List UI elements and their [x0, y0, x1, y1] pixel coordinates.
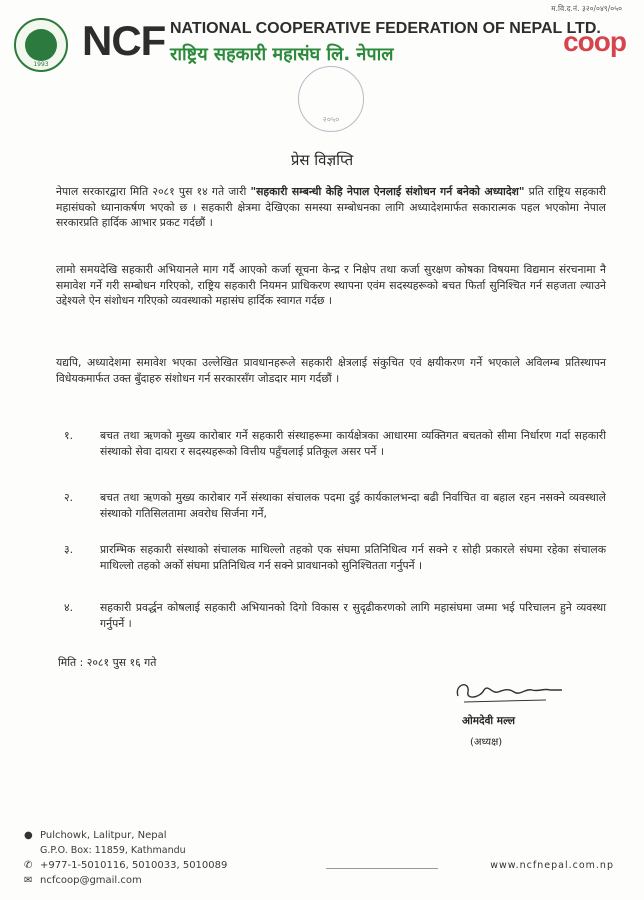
email-icon: ✉	[24, 875, 33, 886]
official-stamp-icon	[298, 66, 364, 132]
footer-phone	[24, 860, 227, 871]
signature-icon	[450, 674, 570, 710]
list-item-text: सहकारी प्रवर्द्धन कोषलाई सहकारी अभियानको दिगो विकास र सुदृढीकरणको लागि महासंघमा जम्मा भई परिचालन हुने व्यवस्था गर्नुपर्ने ।	[100, 601, 606, 630]
paragraph-2: लामो समयदेखि सहकारी अभियानले माग गर्दै आएको कर्जा सूचना केन्द्र र निक्षेप तथा कर्जा सुरक्षण कोषका विषयमा विद्यमान संरचनामा नै समावेश गर्ने गरी सम्बोधन गरिएको, राष्ट्रिय सहकारी नियमन प्राधिकरण स्थापना एवंम सदस्यहरूको बचत फिर्ता सुनिश्चित गर्न सहजता ल्याउने उद्देश्यले ऐन संशोधन गरिएको व्यवस्थाको महासंघ हार्दिक स्वागत गर्दछ ।	[56, 263, 606, 307]
list-item-number: ४.	[64, 601, 74, 614]
footer-address	[24, 830, 166, 841]
document-title: प्रेस विज्ञप्ति	[290, 151, 354, 169]
signer-role: (अध्यक्ष)	[470, 737, 503, 748]
paragraph-3: यद्यपि, अध्यादेशमा समावेश भएका उल्लेखित प्रावधानहरूले सहकारी क्षेत्रलाई संकुचित एवं क्षयीकरण गर्ने भएकाले अविलम्ब प्रतिस्थापन विधेयकमार्फत उक्त बुँदाहरु संशोधन गर्न सरकारसँग जोडदार माग गर्दछौं ।	[56, 356, 606, 385]
list-item-number: २.	[64, 491, 74, 504]
paragraph-1-intro: नेपाल सरकारद्वारा मिति २०८१ पुस १४ गते जारी	[56, 185, 251, 198]
paragraph-1-body: प्रति राष्ट्रिय सहकारी महासंघको ध्यानाकर्षण भएको छ । सहकारी क्षेत्रमा देखिएका समस्या सम्बोधनका लागि अध्यादेशमार्फत सकारात्मक पहल भएकोमा नेपाल सरकारप्रति हार्दिक आभार प्रकट गर्दछौं ।	[56, 185, 606, 229]
footer-gpo: G.P.O. Box: 11859, Kathmandu	[40, 845, 186, 856]
list-item-number: ३.	[64, 543, 74, 556]
list-item-text: प्रारम्भिक सहकारी संस्थाको संचालक माथिल्लो तहको एक संघमा प्रतिनिधित्व गर्न सक्ने र सोही प्रकारले संघमा रहेका संचालक माथिल्लो तहको अर्को संघमा प्रतिनिधित्व गर्न सक्ने प्रावधानको सुनिश्चितता गर्नुपर्ने ।	[100, 543, 606, 572]
federation-seal-icon	[14, 18, 68, 72]
seal-emblem	[25, 29, 57, 61]
email-text[interactable]: ncfcoop@gmail.com	[40, 875, 142, 886]
location-icon: ●	[24, 830, 33, 841]
address-text: Pulchowk, Lalitpur, Nepal	[40, 830, 167, 841]
signer-name: ओमदेवी मल्ल	[462, 715, 515, 727]
org-name-english: NATIONAL COOPERATIVE FEDERATION OF NEPAL LTD.	[170, 20, 601, 37]
phone-text: +977-1-5010116, 5010033, 5010089	[40, 860, 228, 871]
list-item-text: बचत तथा ऋणको मुख्य कारोबार गर्ने सहकारी संस्थाहरूमा कार्यक्षेत्रका आधारमा व्यक्तिगत बचतको सीमा निर्धारण गर्दा सहकारी संस्थाको सेवा दायरा र सदस्यहरूको वित्तीय पहुँचलाई प्रतिकूल असर पर्ने ।	[100, 429, 606, 458]
footer	[0, 820, 644, 900]
phone-icon: ✆	[24, 860, 33, 871]
list-item-number: १.	[64, 429, 74, 442]
reference-number: म.वि.द.नं. ३२०/०४९/०५०	[551, 4, 622, 13]
coop-logo: coop	[563, 26, 626, 57]
paragraph-1	[56, 184, 606, 231]
list-item-text: बचत तथा ऋणको मुख्य कारोबार गर्ने संस्थाका संचालक पदमा दुई कार्यकालभन्दा बढी निर्वाचित वा बहाल रहन नसक्ने व्यवस्थाले संस्थाको गतिसिलतामा अवरोध सिर्जना गर्ने,	[100, 491, 606, 520]
website-link[interactable]: www.ncfnepal.com.np	[490, 860, 614, 871]
ncf-logo: NCF	[82, 17, 166, 64]
org-name-nepali: राष्ट्रिय सहकारी महासंघ लि. नेपाल	[170, 44, 394, 65]
date-line: मिति : २०८१ पुस १६ गते	[58, 656, 157, 669]
footer-divider	[326, 868, 438, 869]
seal-year: 1993	[33, 61, 49, 68]
ordinance-title: "सहकारी सम्बन्धी केहि नेपाल ऐनलाई संशोधन गर्न बनेको अध्यादेश"	[250, 185, 525, 198]
stamp-year: २०५०	[322, 115, 340, 124]
footer-email[interactable]	[24, 875, 142, 886]
